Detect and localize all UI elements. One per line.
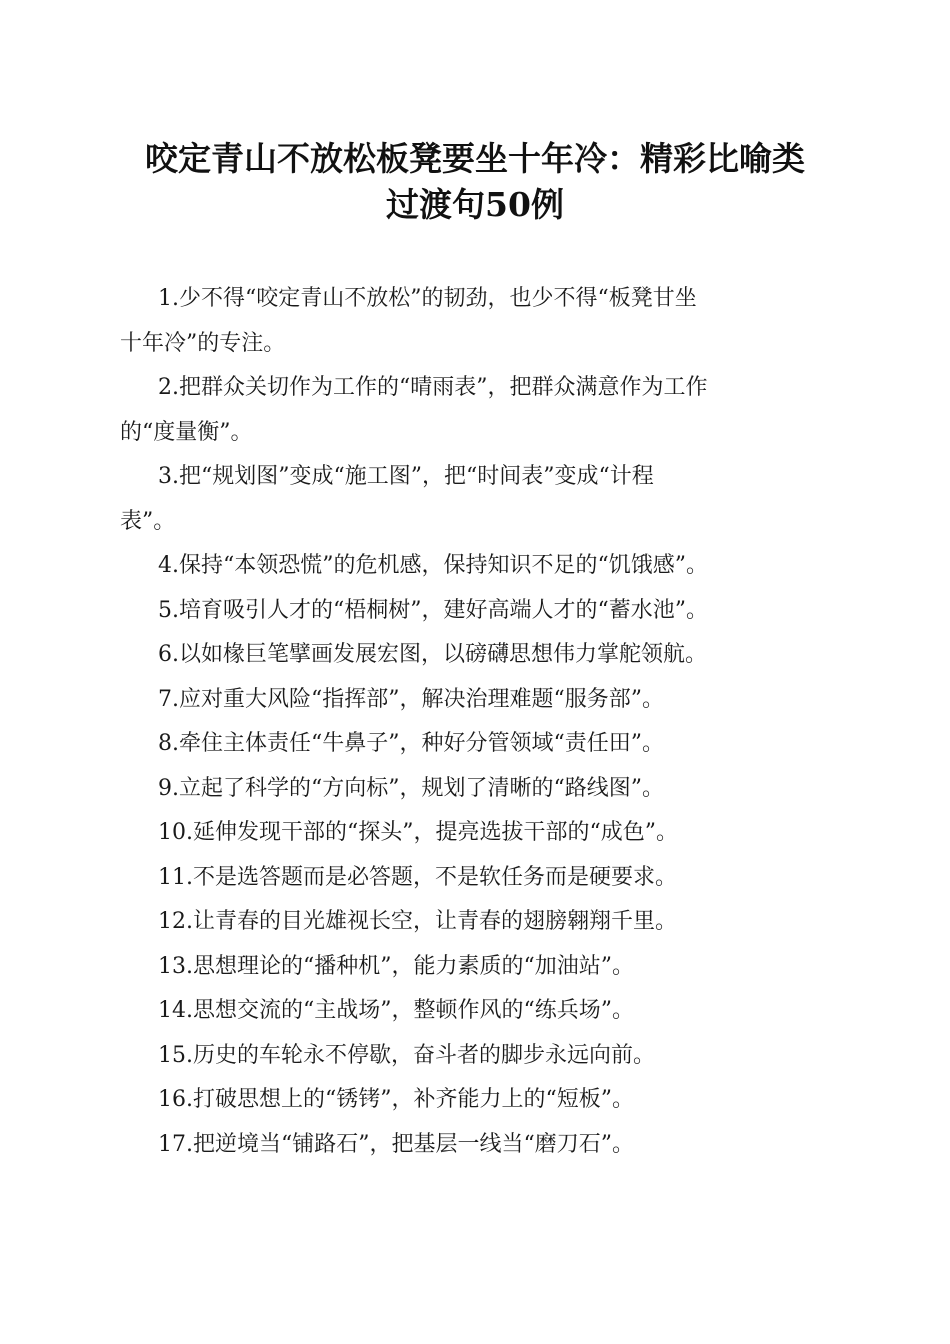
list-item xyxy=(120,767,840,812)
list-item-line: 6.以如椽巨笔擘画发展宏图，以磅礴思想伟力掌舵领航。 xyxy=(158,642,707,667)
list-item xyxy=(120,989,840,1034)
list-item xyxy=(120,544,840,589)
list-item-line: 表”。 xyxy=(120,508,176,534)
list-item-line: 4.保持“本领恐慌”的危机感，保持知识不足的“饥饿感”。 xyxy=(158,553,708,578)
list-item-line: 14.思想交流的“主战场”，整顿作风的“练兵场”。 xyxy=(158,998,634,1023)
list-item-line: 十年冷”的专注。 xyxy=(120,330,286,356)
list-item xyxy=(120,945,840,990)
list-item-line: 12.让青春的目光雄视长空，让青春的翅膀翱翔千里。 xyxy=(158,909,677,934)
list-item xyxy=(120,366,840,455)
list-item xyxy=(120,455,840,544)
list-item xyxy=(120,856,840,901)
list-item-line: 17.把逆境当“铺路石”，把基层一线当“磨刀石”。 xyxy=(158,1131,634,1157)
document-body xyxy=(120,277,840,1167)
list-item xyxy=(120,678,840,723)
list-item xyxy=(120,811,840,856)
list-item-line: 8.牵住主体责任“牛鼻子”，种好分管领域“责任田”。 xyxy=(158,731,664,756)
list-item xyxy=(120,1078,840,1123)
list-item-line: 7.应对重大风险“指挥部”，解决治理难题“服务部”。 xyxy=(158,686,664,712)
list-item-line: 11.不是选答题而是必答题，不是软任务而是硬要求。 xyxy=(158,864,677,890)
list-item xyxy=(120,1123,840,1168)
list-item-line: 1.少不得“咬定青山不放松”的韧劲，也少不得“板凳甘坐 xyxy=(158,286,697,311)
list-item-line: 3.把“规划图”变成“施工图”，把“时间表”变成“计程 xyxy=(158,464,654,489)
list-item xyxy=(120,722,840,767)
list-item-line: 9.立起了科学的“方向标”，规划了清晰的“路线图”。 xyxy=(158,775,664,801)
list-item xyxy=(120,900,840,945)
list-item-line: 15.历史的车轮永不停歇，奋斗者的脚步永远向前。 xyxy=(158,1042,655,1068)
list-item-line: 5.培育吸引人才的“梧桐树”，建好高端人才的“蓄水池”。 xyxy=(158,597,708,623)
document-title-line-1: 咬定青山不放松板凳要坐十年冷：精彩比喻类 xyxy=(145,139,805,178)
list-item-line: 的“度量衡”。 xyxy=(120,419,253,445)
list-item-line: 16.打破思想上的“锈铐”，补齐能力上的“短板”。 xyxy=(158,1087,634,1112)
list-item xyxy=(120,1034,840,1079)
list-item-line: 10.延伸发现干部的“探头”，提亮选拔干部的“成色”。 xyxy=(158,820,678,845)
list-item xyxy=(120,589,840,634)
list-item xyxy=(120,277,840,366)
list-item-line: 2.把群众关切作为工作的“晴雨表”，把群众满意作为工作 xyxy=(158,375,708,400)
document-title-line-2: 过渡句50例 xyxy=(386,185,564,224)
list-item-line: 13.思想理论的“播种机”，能力素质的“加油站”。 xyxy=(158,953,634,979)
list-item xyxy=(120,633,840,678)
